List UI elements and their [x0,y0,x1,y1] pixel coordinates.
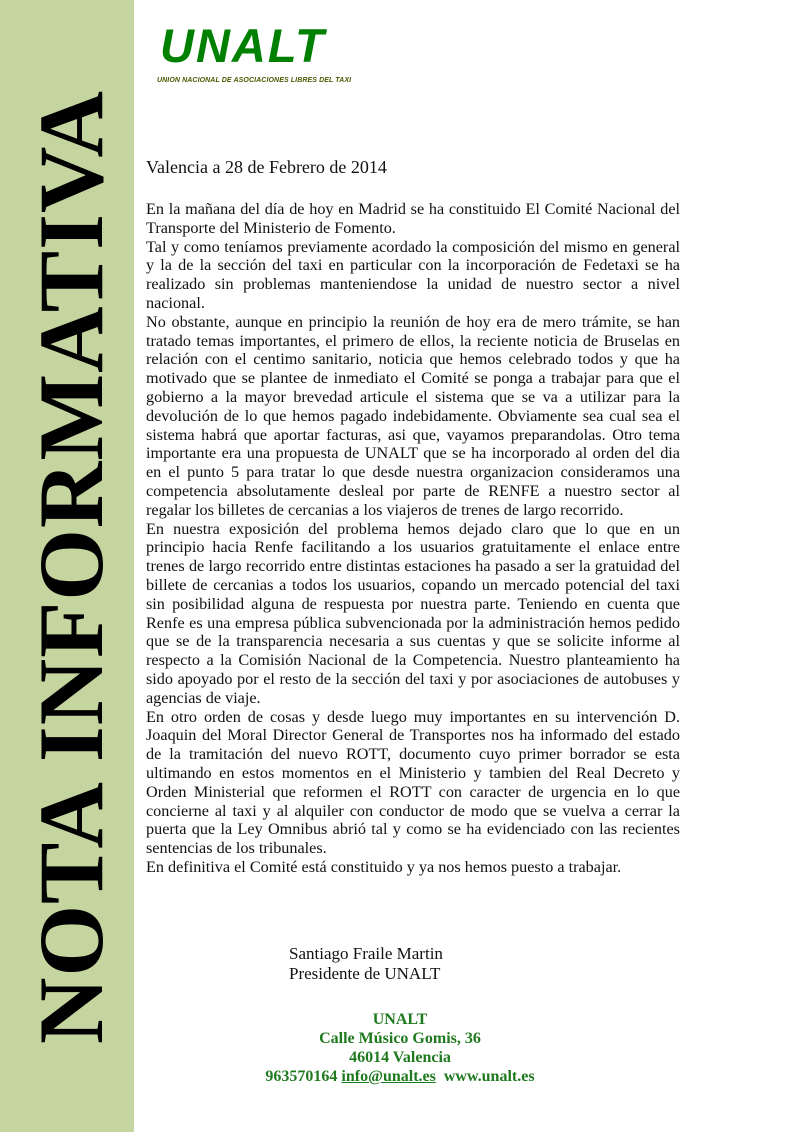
vertical-title [19,90,122,1044]
contact-footer [200,1010,600,1086]
paragraph: En nuestra exposición del problema hemos dejado claro que lo que en un principio hacia Renfe facilitando a los usuarios gratuitamente el enlace entre trenes de largo recorrido entre distintas estaciones ha pasado a ser la gratuidad del billete de cercanias a todos los usuarios, copando un mercado potencial del taxi sin posibilidad alguna de respuesta por nuestra parte. Teniendo en cuenta que Renfe es una empresa pública subvencionada por la administración hemos pedido que se de la transparencia necesaria a sus cuentas y que se solicite informe al respecto a la Comisión Nacional de la Competencia. Nuestro planteamiento ha sido apoyado por el resto de la sección del taxi y por asociaciones de autobuses y agencias de viaje. [146,519,680,707]
signatory-title: Presidente de UNALT [289,964,441,983]
logo-subtitle: UNION NACIONAL DE ASOCIACIONES LIBRES DEL TAXI [157,77,352,84]
sidebar-band [0,0,134,1132]
email-link[interactable]: info@unalt.es [341,1068,436,1085]
signature-block [289,944,443,984]
paragraph: No obstante, aunque en principio la reunión de hoy era de mero trámite, se han tratado temas importantes, el primero de ellos, la reciente noticia de Bruselas en relación con el centimo sanitario, noticia que hemos celebrado todos y que ha motivado que se plantee de inmediato el Comité se ponga a trabajar para que el gobierno a la mayor brevedad articule el sistema que se va a utilizar para la devolución de lo que hemos pagado indebidamente. Obviamente sea cual sea el sistema habrá que aportar facturas, asi que, vayamos preparandolas. Otro tema importante era una propuesta de UNALT que se ha incorporado al orden del dia en el punto 5 para tratar lo que desde nuestra organizacion consideramos una competencia absolutamente desleal por parte de RENFE a nuestro sector al regalar los billetes de cercanias a los viajeros de trenes de largo recorrido. [146,312,680,519]
vertical-title-text: NOTA INFORMATIVA [19,90,122,1044]
signatory-name: Santiago Fraile Martin [289,944,443,963]
website-text: www.unalt.es [443,1068,535,1085]
footer-address: Calle Músico Gomis, 36 [319,1030,481,1047]
paragraph: En la mañana del día de hoy en Madrid se ha constituido El Comité Nacional del Transporte del Ministerio de Fomento. [146,200,680,237]
footer-city: 46014 Valencia [349,1049,451,1066]
footer-phone: 963570164 [265,1068,338,1085]
logo: UNALT [160,19,326,72]
paragraph: En otro orden de cosas y desde luego muy importantes en su intervención D. Joaquin del Moral Director General de Transportes nos ha informado del estado de la tramitación del nuevo ROTT, documento cuyo primer borrador se esta ultimando en estos momentos en el Ministerio y tambien del Real Decreto y Orden Ministerial que reformen el ROTT con caracter de urgencia en lo que concierne al taxi y al alquiler con conductor de modo que se vuelva a cerrar la puerta que la Ley Omnibus abrió tal y como se ha evidenciado con las recientes sentencias de los tribunales. [146,707,680,858]
paragraph: Tal y como teníamos previamente acordado la composición del mismo en general y la de la sección del taxi en particular con la incorporación de Fedetaxi se ha realizado sin problemas manteniendose la unidad de nuestro sector a nivel nacional. [146,237,680,312]
footer-org: UNALT [372,1011,428,1028]
date-line: Valencia a 28 de Febrero de 2014 [146,157,387,177]
footer-contact-line [200,1067,600,1086]
document-body [146,200,680,877]
paragraph: En definitiva el Comité está constituido y ya nos hemos puesto a trabajar. [146,857,622,876]
